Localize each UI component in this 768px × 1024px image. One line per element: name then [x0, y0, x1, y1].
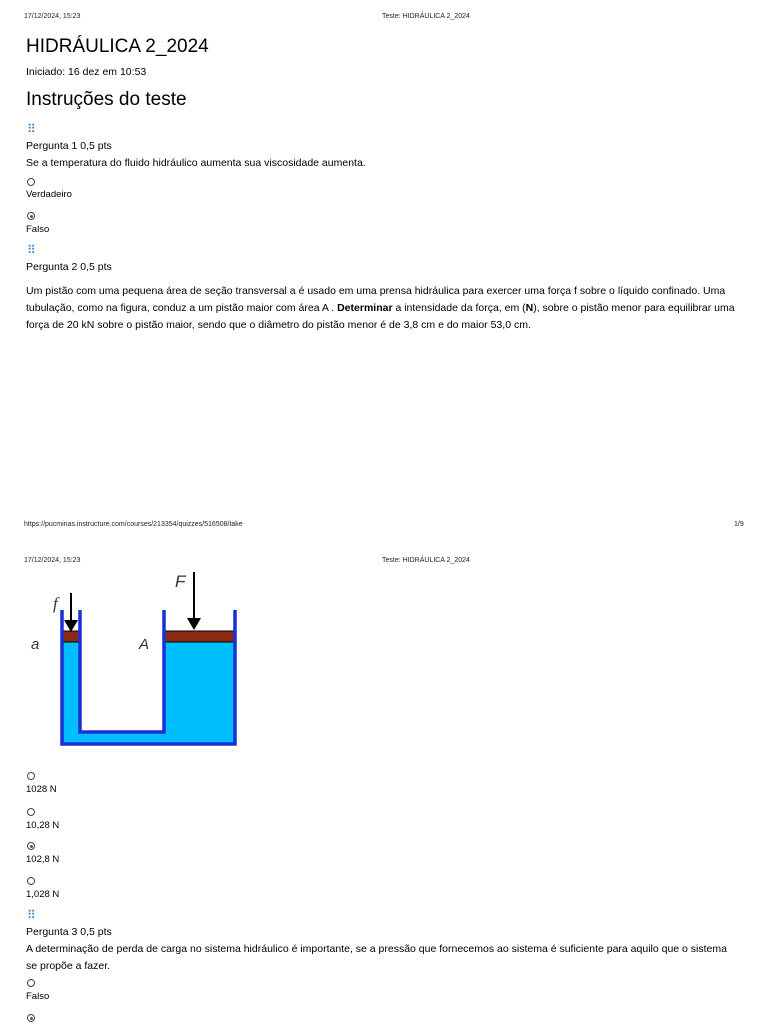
print-doc-title: Teste: HIDRÁULICA 2_2024 [382, 557, 470, 564]
print-datetime: 17/12/2024, 15:23 [24, 13, 81, 20]
question-1-option-label: Falso [26, 224, 50, 235]
hydraulic-press-figure [26, 566, 248, 750]
large-piston [164, 631, 235, 642]
small-area-label: a [31, 636, 40, 653]
question-2-text: Um pistão com uma pequena área de seção transversal a é usado em uma prensa hidráulica para exercer uma força f sobre o líquido confinado. Uma tubulação, como na figura, conduz a um pistão maior com área A . Determinar a intensidade da força, em (N), sobre o pistão menor para equilibrar uma força de 20 kN sobre o pistão maior, sendo que o diâmetro do pistão menor é de 3,8 cm e do maior 53,0 cm. [26, 285, 735, 331]
print-doc-title: Teste: HIDRÁULICA 2_2024 [382, 13, 470, 20]
quiz-started: Iniciado: 16 dez em 10:53 [26, 66, 147, 78]
drag-handle-icon[interactable]: ⠿ [27, 243, 35, 257]
question-2-header: Pergunta 2 0,5 pts [26, 261, 112, 273]
radio-icon[interactable] [27, 808, 35, 816]
large-force-arrowhead [187, 618, 201, 630]
question-1-header: Pergunta 1 0,5 pts [26, 140, 112, 152]
radio-icon[interactable] [27, 842, 35, 850]
large-area-label: A [139, 636, 150, 653]
radio-icon[interactable] [27, 772, 35, 780]
question-3-header: Pergunta 3 0,5 pts [26, 926, 112, 938]
question-1-text: Se a temperatura do fluido hidráulico aumenta sua viscosidade aumenta. [26, 157, 366, 169]
question-1-option-label: Verdadeiro [26, 189, 72, 200]
small-piston [62, 631, 80, 642]
quiz-title: HIDRÁULICA 2_2024 [26, 36, 209, 57]
liquid [62, 642, 235, 744]
drag-handle-icon[interactable]: ⠿ [27, 122, 35, 136]
question-2-option-label: 102,8 N [26, 854, 60, 865]
instructions-heading[interactable]: Instruções do teste [26, 89, 187, 110]
container-inner-wall [80, 610, 164, 732]
large-force-label: F [175, 572, 186, 591]
radio-icon[interactable] [27, 212, 35, 220]
print-url: https://pucminas.instructure.com/courses/213354/quizzes/516508/take [24, 521, 243, 528]
radio-icon[interactable] [27, 979, 35, 987]
question-2-option-label: 10,28 N [26, 820, 60, 831]
drag-handle-icon[interactable]: ⠿ [27, 908, 35, 922]
print-datetime: 17/12/2024, 15:23 [24, 557, 81, 564]
small-force-arrowhead [64, 620, 78, 632]
question-2-option-label: 1,028 N [26, 889, 60, 900]
radio-icon[interactable] [27, 1014, 35, 1022]
question-2-option-label: 1028 N [26, 784, 57, 795]
radio-icon[interactable] [27, 178, 35, 186]
question-3-option-label: Falso [26, 991, 50, 1002]
small-force-label: f [53, 594, 58, 613]
radio-icon[interactable] [27, 877, 35, 885]
question-3-text: A determinação de perda de carga no sistema hidráulico é importante, se a pressão que fornecemos ao sistema é suficiente para aquilo que o sistema se propõe a fazer. [26, 943, 727, 972]
print-page-number: 1/9 [734, 521, 744, 528]
